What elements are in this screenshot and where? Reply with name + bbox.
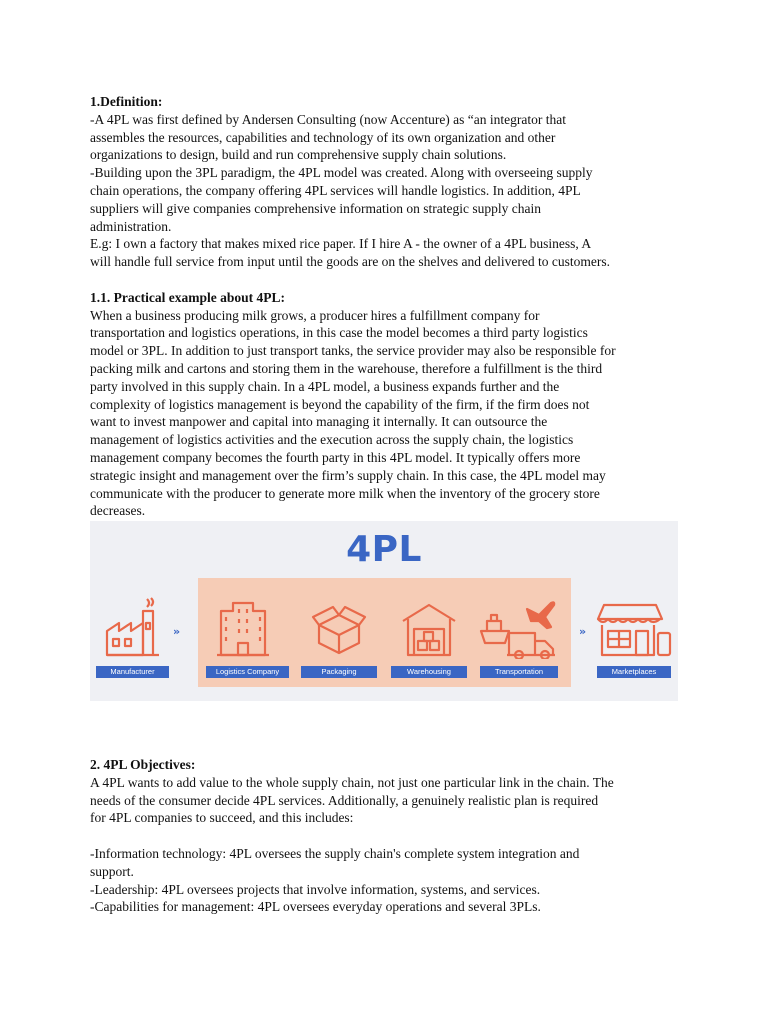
example-line: transportation and logistics operations, in this case the model becomes a third party logistics [90,325,588,341]
definition-line: administration. [90,218,172,234]
warehouse-icon [399,597,459,659]
flow-arrow: » [579,625,585,638]
objectives-line: for 4PL companies to succeed, and this includes: [90,810,354,826]
objectives-line: A 4PL wants to add value to the whole supply chain, not just one particular link in the chain. The [90,774,614,790]
example-line: packing milk and cartons and storing them in the warehouse, therefore a fulfillment is the third [90,360,603,376]
practical-example-heading: 1.1. Practical example about 4PL: [90,289,285,305]
label-transportation: Transportation [480,666,558,678]
example-line: strategic insight and management over the firm’s supply chain. In this case, the 4PL model may [90,467,606,483]
objective-item: support. [90,863,134,879]
flow-arrow: » [173,625,179,638]
objective-item: -Leadership: 4PL oversees projects that involve information, systems, and services. [90,881,541,897]
label-packaging: Packaging [301,666,377,678]
label-marketplaces: Marketplaces [597,666,671,678]
document-body [90,93,690,520]
example-line: decreases. [90,503,146,519]
definition-line: E.g: I own a factory that makes mixed rice paper. If I hire A - the owner of a 4PL business, A [90,236,592,252]
box-icon [311,597,367,659]
example-line: When a business producing milk grows, a producer hires a fulfillment company for [90,307,540,323]
definition-line: -Building upon the 3PL paradigm, the 4PL model was created. Along with overseeing supply [90,165,593,181]
office-building-icon [215,597,271,659]
example-line: model or 3PL. In addition to just transport tanks, the service provider may also be responsible for [90,343,616,359]
example-line: want to invest manpower and capital into managing it internally. It can outsource the [90,414,548,430]
definition-line: chain operations, the company offering 4PL services will handle logistics. In addition, 4PL [90,182,581,198]
label-manufacturer: Manufacturer [96,666,169,678]
definition-line: suppliers will give companies comprehensive information on strategic supply chain [90,200,542,216]
objectives-section [90,756,690,916]
example-line: communicate with the producer to generate more milk when the inventory of the grocery store [90,485,600,501]
label-logistics-company: Logistics Company [206,666,289,678]
label-warehousing: Warehousing [391,666,467,678]
factory-icon [103,597,163,659]
objective-item: -Information technology: 4PL oversees the supply chain's complete system integration and [90,845,580,861]
diagram-title: 4PL [346,529,422,570]
example-line: management of logistics activities and the execution across the supply chain, the logistics [90,432,574,448]
4pl-diagram [90,521,678,701]
objectives-heading: 2. 4PL Objectives: [90,757,196,772]
ship-truck-plane-icon [479,597,559,659]
example-line: party involved in this supply chain. In a 4PL model, a business expands further and the [90,378,560,394]
definition-line: -A 4PL was first defined by Andersen Consulting (now Accenture) as “an integrator that [90,111,567,127]
storefront-icon [596,597,672,659]
example-line: management company becomes the fourth party in this 4PL model. It typically offers more [90,449,581,465]
example-line: complexity of logistics management is beyond the capability of the firm, if the firm does not [90,396,590,412]
definition-heading: 1.Definition: [90,94,163,109]
definition-line: organizations to design, build and run comprehensive supply chain solutions. [90,147,507,163]
definition-line: assembles the resources, capabilities and technology of its own organization and other [90,129,556,145]
objectives-line: needs of the consumer decide 4PL services. Additionally, a genuinely realistic plan is required [90,792,599,808]
definition-line: will handle full service from input until the goods are on the shelves and delivered to customers. [90,254,610,270]
objective-item: -Capabilities for management: 4PL oversees everyday operations and several 3PLs. [90,899,541,915]
